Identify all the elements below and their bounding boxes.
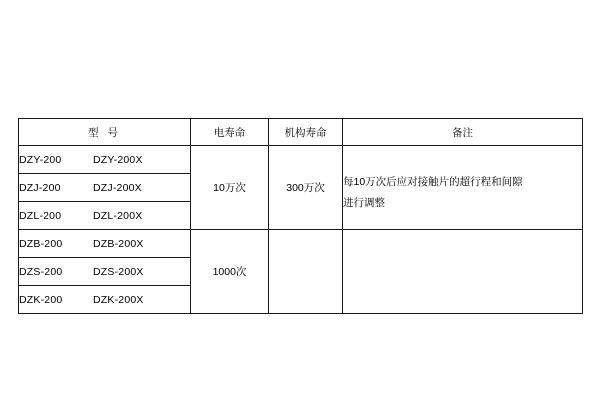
remarks-text <box>343 161 582 214</box>
model-code-primary: DZJ-200 <box>19 181 61 194</box>
model-code-variant: DZK-200X <box>93 293 144 306</box>
electrical-life-group-1: 10万次 <box>191 146 269 230</box>
model-code-variant: DZJ-200X <box>93 181 142 194</box>
table-row <box>19 230 583 258</box>
table-header <box>19 119 583 146</box>
mechanical-life-group-2 <box>269 230 343 314</box>
mechanical-life-group-1: 300万次 <box>269 146 343 230</box>
model-cell <box>19 202 191 230</box>
column-header-electrical-life: 电寿命 <box>191 119 269 146</box>
remarks-line-2: 进行调整 <box>343 197 385 209</box>
table-row <box>19 146 583 174</box>
model-code-primary: DZK-200 <box>19 293 63 306</box>
model-code-primary: DZL-200 <box>19 209 62 222</box>
model-cell <box>19 230 191 258</box>
table-body <box>19 146 583 314</box>
model-cell <box>19 286 191 314</box>
column-header-model: 型 号 <box>19 119 191 146</box>
remarks-group-1 <box>343 146 583 230</box>
model-code-variant: DZL-200X <box>93 209 143 222</box>
remarks-group-2 <box>343 230 583 314</box>
electrical-life-group-2: 1000次 <box>191 230 269 314</box>
column-header-mechanical-life: 机构寿命 <box>269 119 343 146</box>
model-code-primary: DZY-200 <box>19 153 62 166</box>
model-code-primary: DZB-200 <box>19 237 63 250</box>
remarks-line-1: 每10万次后应对接触片的超行程和间隙 <box>343 176 523 188</box>
table-header-row <box>19 119 583 146</box>
column-header-remarks: 备注 <box>343 119 583 146</box>
model-cell <box>19 174 191 202</box>
model-code-primary: DZS-200 <box>19 265 63 278</box>
model-cell <box>19 146 191 174</box>
model-cell <box>19 258 191 286</box>
model-code-variant: DZY-200X <box>93 153 143 166</box>
specification-table <box>18 118 583 314</box>
model-code-variant: DZB-200X <box>93 237 144 250</box>
model-code-variant: DZS-200X <box>93 265 144 278</box>
